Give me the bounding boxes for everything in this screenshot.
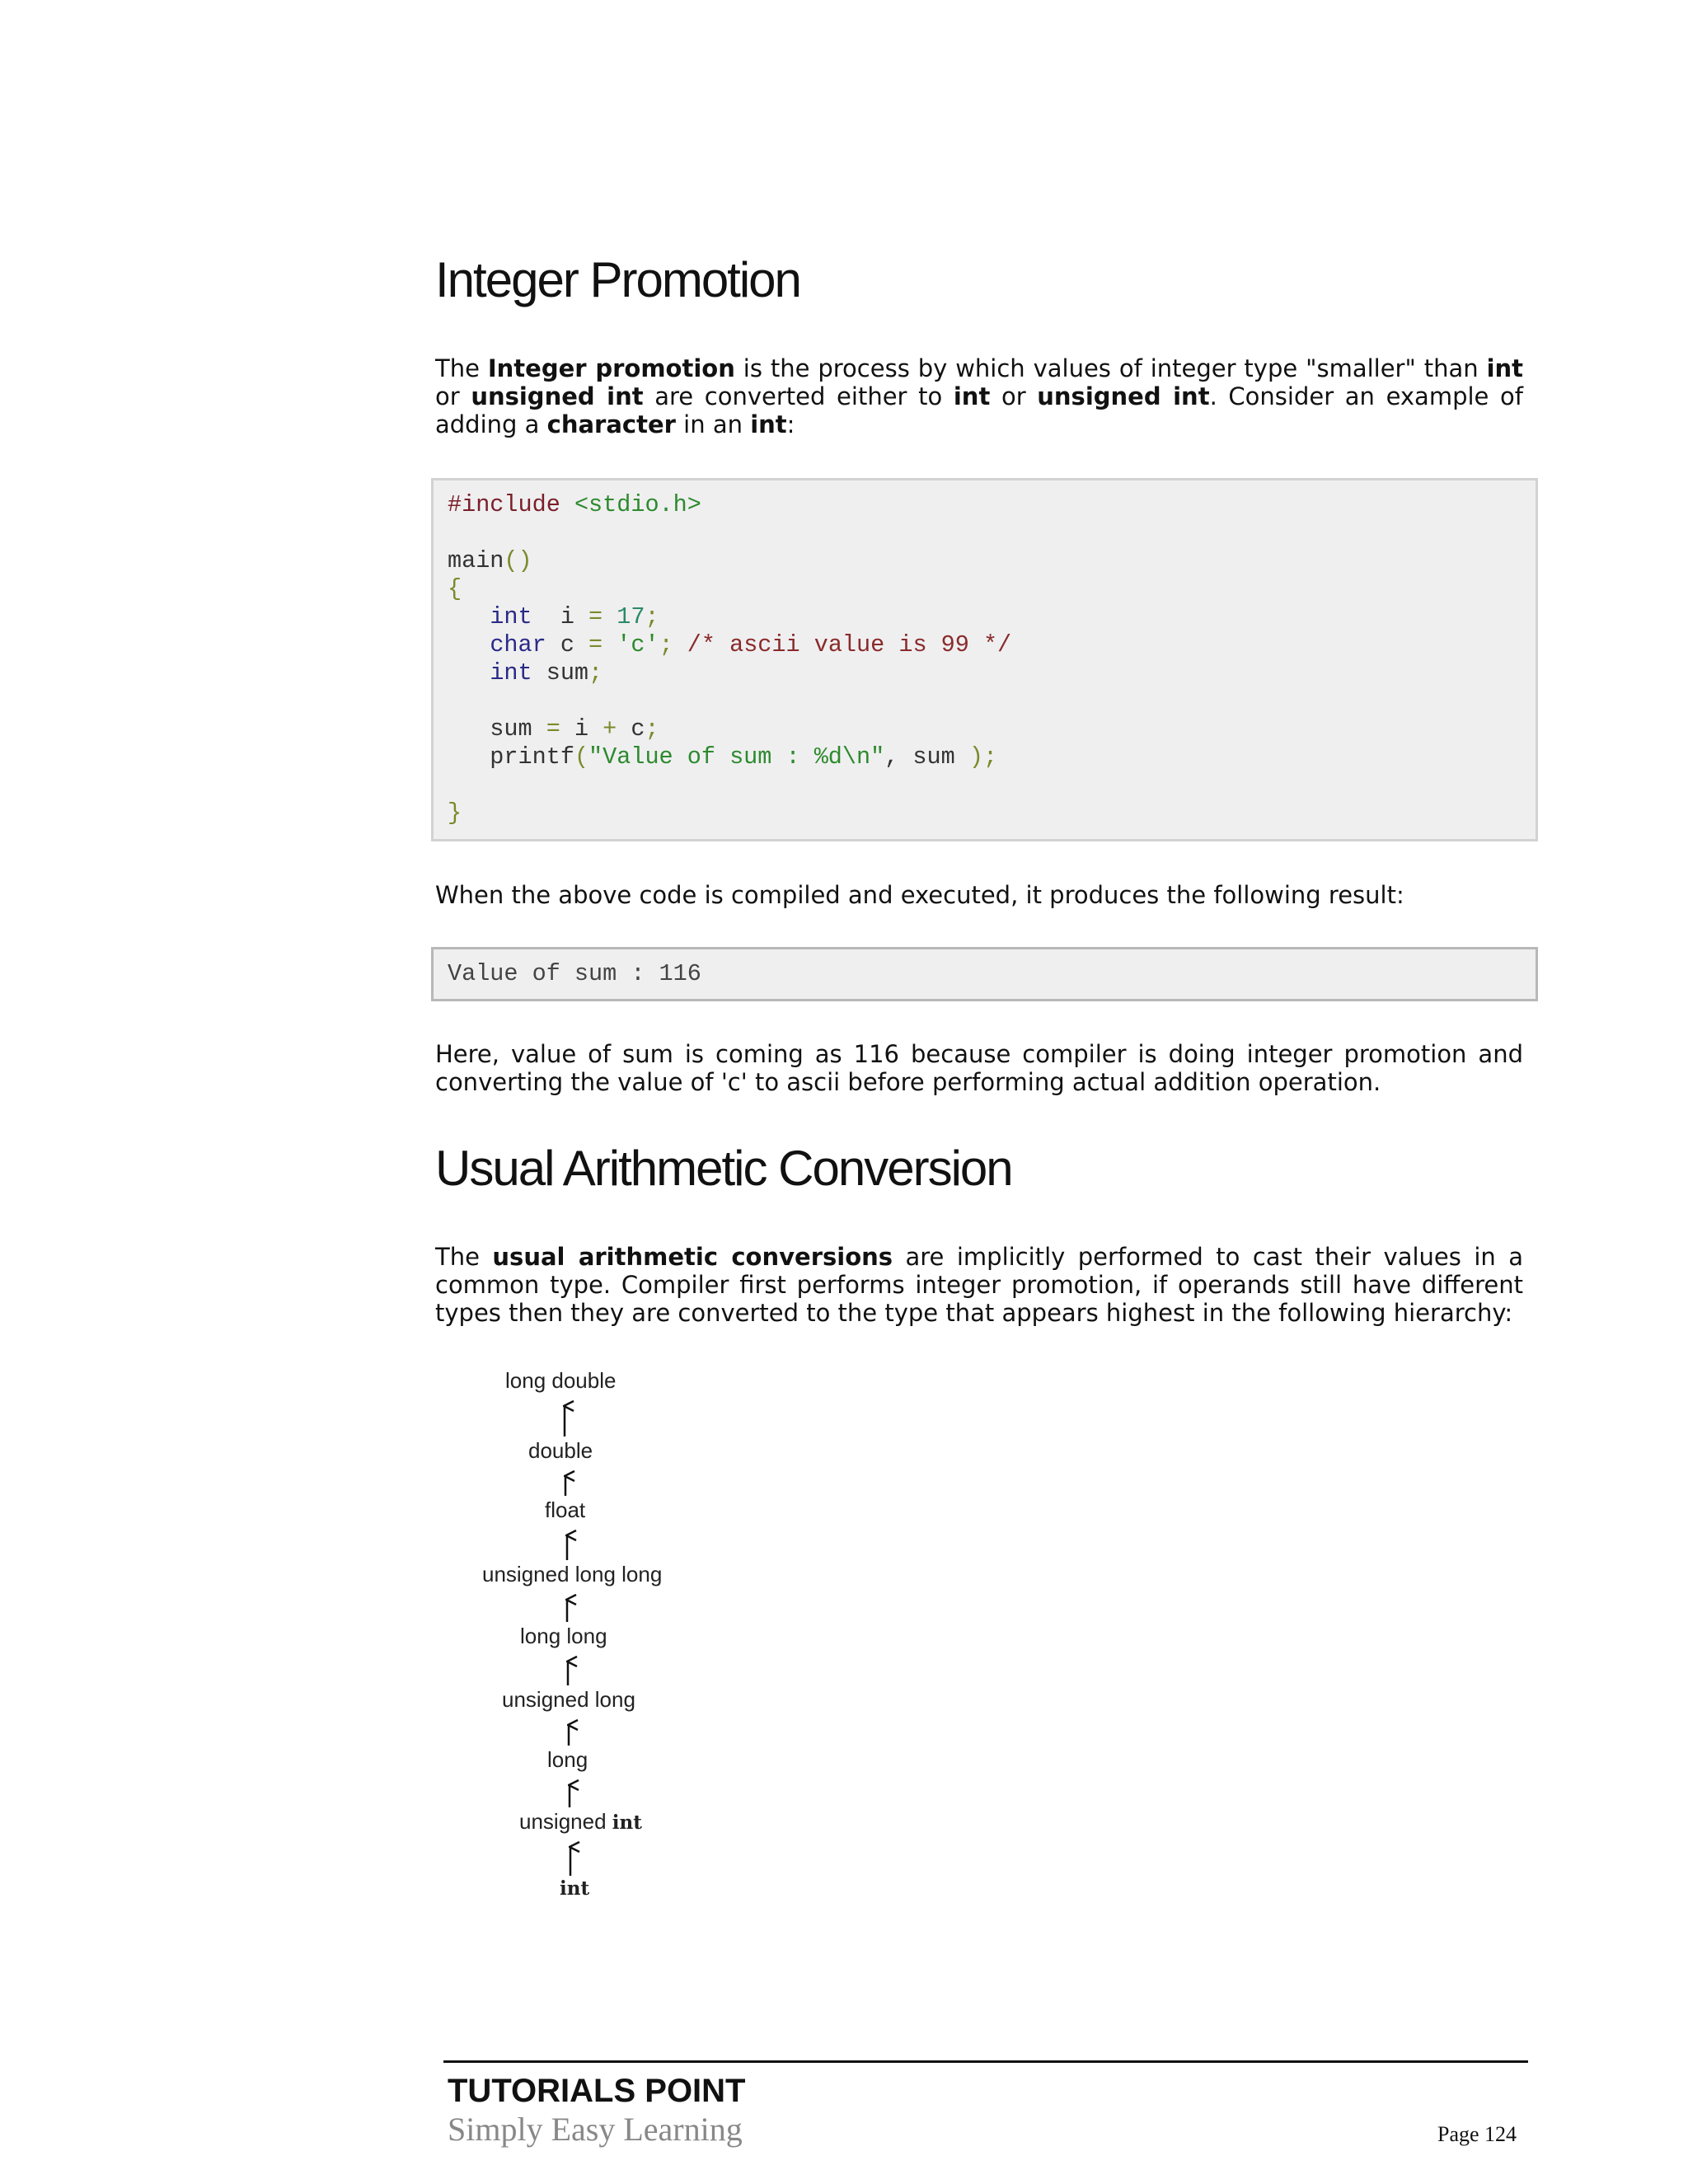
bold-term: usual arithmetic conversions [492,1243,893,1271]
arithmetic-conversion-paragraph: The usual arithmetic conversions are implicitly performed to cast their values in a common type. Compiler first performs integer promotion, if operands still have different types then they are converted to the type that appears highest in the following hierarchy: [435,1243,1523,1327]
output-block: Value of sum : 116 [431,947,1538,1001]
code-block [431,478,1538,841]
type-hierarchy-diagram [435,1368,699,1912]
bold-term: int [953,382,991,410]
hierarchy-type-label: unsigned long long [482,1562,663,1586]
section-title-integer-promotion: Integer Promotion [435,252,800,307]
code-line: char c = 'c'; /* ascii value is 99 */ [490,631,1012,658]
code-line [448,519,1536,547]
hierarchy-type-label: long [547,1747,588,1772]
hierarchy-type-label: float [545,1497,586,1522]
footer-tagline: Simply Easy Learning [448,2111,743,2148]
code-line: printf("Value of sum : %d\n", sum ); [448,743,998,771]
hierarchy-type-label: unsigned int [519,1809,642,1834]
result-intro: When the above code is compiled and executed, it produces the following result: [435,881,1404,909]
code-line: } [448,799,462,827]
bold-term: unsigned int [471,382,644,410]
code-line: sum = i + c; [448,715,659,743]
hierarchy-type-label: long double [505,1368,617,1393]
page-number: Page 124 [1437,2122,1517,2146]
section-title-arithmetic-conversion: Usual Arithmetic Conversion [435,1141,1012,1196]
explanation-paragraph: Here, value of sum is coming as 116 because compiler is doing integer promotion and converting the value of 'c' to ascii before performing actual addition operation. [435,1040,1523,1096]
code-line: { [448,575,462,602]
code-line [448,771,1536,799]
code-line: int i = 17; [490,603,659,630]
code-line [448,687,1536,715]
code-line: main() [448,547,532,574]
bold-term: int [750,410,787,438]
footer-brand: TUTORIALS POINT [448,2073,746,2109]
code-line: #include <stdio.h> [448,491,701,518]
bold-term: int [1486,354,1524,382]
hierarchy-type-label: double [528,1438,593,1463]
hierarchy-type-label: long long [520,1624,607,1648]
hierarchy-type-label: unsigned long [502,1687,635,1712]
bold-term: unsigned int [1037,382,1210,410]
integer-promotion-paragraph: The Integer promotion is the process by which values of integer type "smaller" than int or unsigned int are converted either to int or unsigned int. Consider an example of adding a character in an int: [435,354,1524,438]
bold-term: Integer promotion [487,354,735,382]
bold-term: character [546,410,676,438]
hierarchy-type-label: int [560,1877,590,1900]
footer-divider [443,2060,1528,2063]
code-line: int sum; [490,659,603,687]
